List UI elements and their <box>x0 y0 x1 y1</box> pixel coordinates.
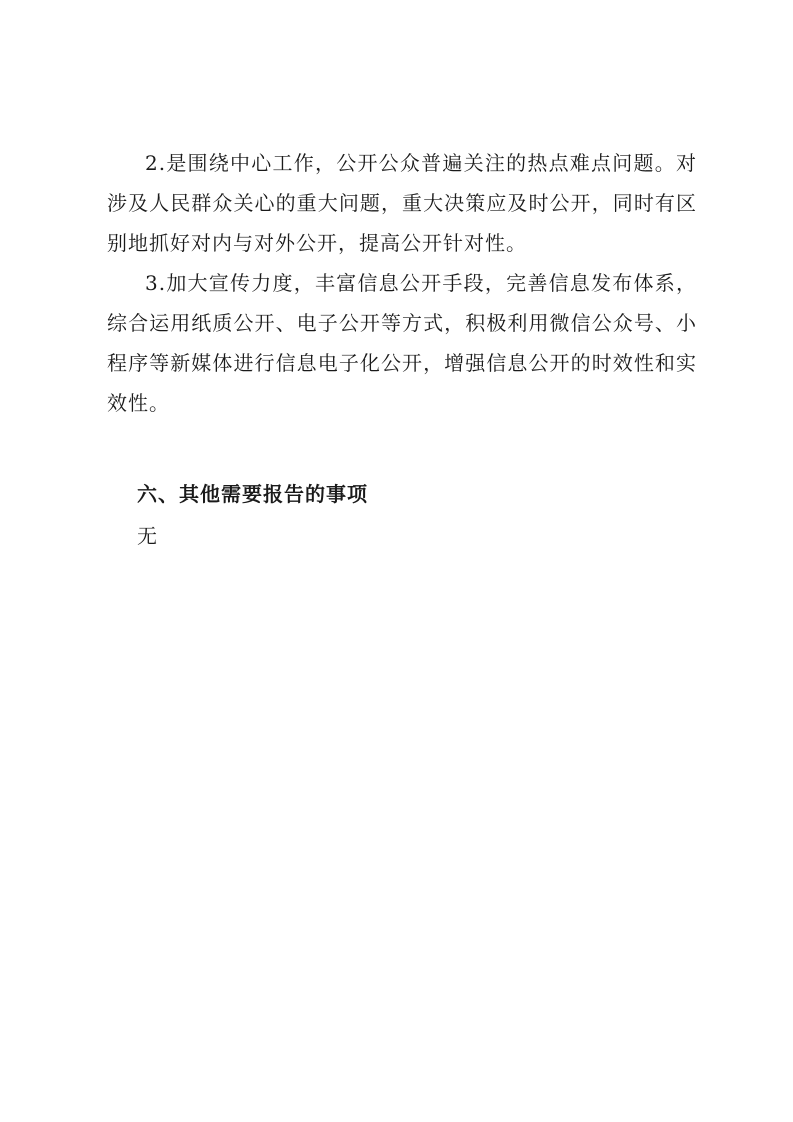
section-heading: 六、其他需要报告的事项 <box>137 482 368 506</box>
paragraph-item-3: 3.加大宣传力度，丰富信息公开手段，完善信息发布体系，综合运用纸质公开、电子公开等方式，积极利用微信公众号、小程序等新媒体进行信息电子化公开，增强信息公开的时效性和实效性。 <box>107 271 697 415</box>
body-text <box>107 143 697 423</box>
paragraph-item-2: 2.是围绕中心工作，公开公众普遍关注的热点难点问题。对涉及人民群众关心的重大问题，重大决策应及时公开，同时有区别地抓好对内与对外公开，提高公开针对性。 <box>107 151 697 255</box>
section-content: 无 <box>137 524 157 548</box>
